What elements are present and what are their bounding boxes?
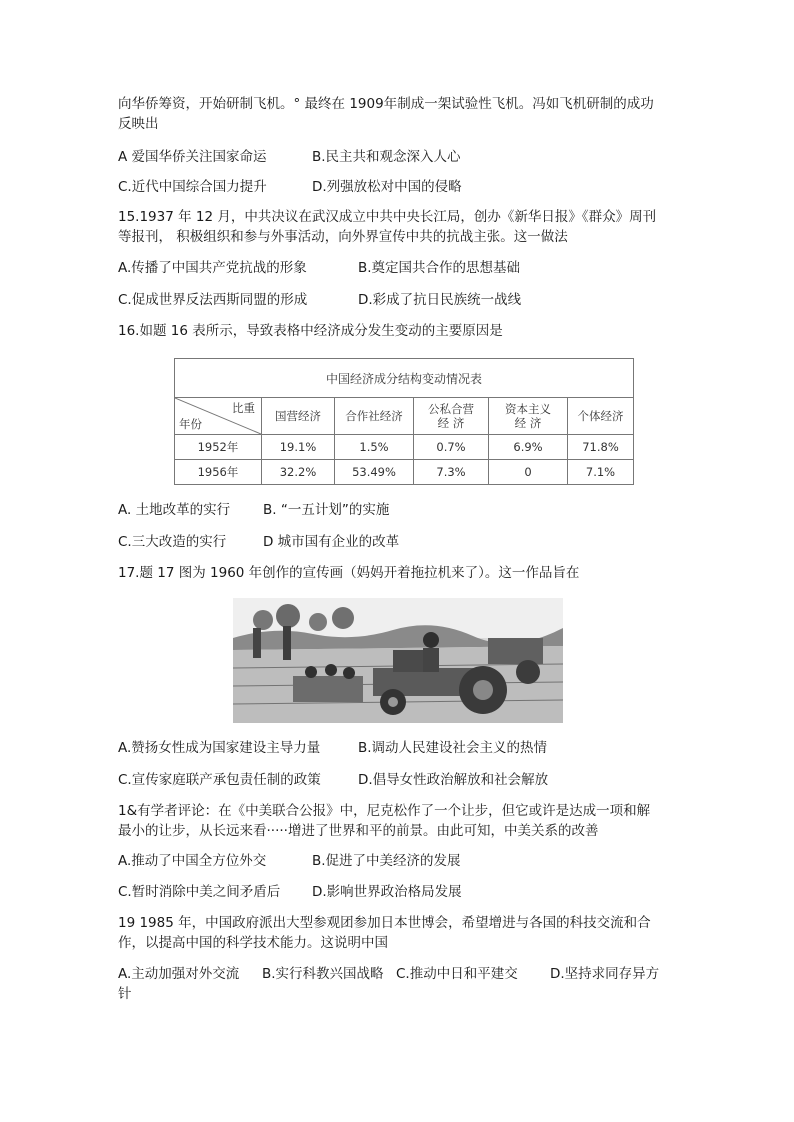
row-year: 1952年: [175, 435, 262, 460]
cell: 1.5%: [335, 435, 414, 460]
q16-stem: 16.如题 16 表所示，导致表格中经济成分发生变动的主要原因是: [118, 323, 503, 339]
q14-option-b[interactable]: B.民主共和观念深入人心: [312, 149, 461, 165]
q18-option-b[interactable]: B.促进了中美经济的发展: [312, 853, 461, 869]
q17-stem: 17.题 17 图为 1960 年创作的宣传画（妈妈开着拖拉机来了）。这一作品旨在: [118, 565, 580, 581]
q15-stem-line2: 等报刊， 积极组织和参与外事活动，向外界宣传中共的抗战主张。这一做法: [118, 229, 568, 245]
q17-option-c[interactable]: C.宣传家庭联产承包责任制的政策: [118, 772, 321, 788]
propaganda-poster-image: [233, 598, 563, 723]
q19-option-c[interactable]: C.推动中日和平建交: [396, 966, 518, 982]
cell: 0.7%: [414, 435, 489, 460]
q19-option-a[interactable]: A.主动加强对外交流: [118, 966, 240, 982]
q14-option-c[interactable]: C.近代中国综合国力提升: [118, 179, 267, 195]
q18-option-c[interactable]: C.暂时消除中美之间矛盾后: [118, 884, 281, 900]
header-joint-venture-label: 公私合营 经 济: [428, 402, 474, 430]
cell: 7.3%: [414, 460, 489, 485]
corner-label-year: 年份: [179, 417, 202, 431]
cell: 32.2%: [262, 460, 335, 485]
table-caption: 中国经济成分结构变动情况表: [175, 359, 634, 398]
header-cooperative: 合作社经济: [335, 398, 414, 435]
cell: 7.1%: [568, 460, 634, 485]
economy-structure-table: [174, 358, 634, 484]
q19-option-d[interactable]: D.坚持求同存异方: [550, 966, 660, 982]
q18-option-d[interactable]: D.影响世界政治格局发展: [312, 884, 462, 900]
header-joint-venture: [414, 398, 489, 435]
q17-option-d[interactable]: D.倡导女性政治解放和社会解放: [358, 772, 549, 788]
q17-option-b[interactable]: B.调动人民建设社会主义的热情: [358, 740, 548, 756]
q18-stem-line2: 最小的让步，从长远来看·····增进了世界和平的前景。由此可知，中美关系的改善: [118, 823, 599, 839]
q14-option-d[interactable]: D.列强放松对中国的侵略: [312, 179, 462, 195]
header-individual: 个体经济: [568, 398, 634, 435]
q16-option-b[interactable]: B. “一五计划”的实施: [263, 502, 390, 518]
q15-option-c[interactable]: C.促成世界反法西斯同盟的形成: [118, 292, 308, 308]
q15-option-a[interactable]: A.传播了中国共产党抗战的形象: [118, 260, 307, 276]
q16-option-d[interactable]: D 城市国有企业的改革: [263, 534, 400, 550]
q15-stem-line1: 15.1937 年 12 月，中共决议在武汉成立中共中央长江局，创办《新华日报》《群众》周刊: [118, 209, 657, 225]
q18-option-a[interactable]: A.推动了中国全方位外交: [118, 853, 267, 869]
q19-stem-line2: 作，以提高中国的科学技术能力。这说明中国: [118, 935, 388, 951]
q16-option-a[interactable]: A. 土地改革的实行: [118, 502, 231, 518]
cell: 53.49%: [335, 460, 414, 485]
q14-option-a[interactable]: A 爱国华侨关注国家命运: [118, 149, 267, 165]
q17-option-a[interactable]: A.赞扬女性成为国家建设主导力量: [118, 740, 321, 756]
q19-option-d-wrap: 针: [118, 986, 132, 1002]
tractor-scene-illustration: [233, 598, 563, 723]
q15-option-d[interactable]: D.彩成了抗日民族统一战线: [358, 292, 522, 308]
header-state-owned: 国营经济: [262, 398, 335, 435]
q15-option-b[interactable]: B.奠定国共合作的思想基础: [358, 260, 521, 276]
cell: 19.1%: [262, 435, 335, 460]
q16-option-c[interactable]: C.三大改造的实行: [118, 534, 227, 550]
q14-stem-line2: 反映出: [118, 116, 159, 132]
table-corner-cell: [175, 398, 262, 435]
cell: 71.8%: [568, 435, 634, 460]
header-capitalist-label: 资本主义 经 济: [505, 402, 551, 430]
corner-label-ratio: 比重: [232, 401, 255, 415]
cell: 0: [489, 460, 568, 485]
q19-stem-line1: 19 1985 年，中国政府派出大型参观团参加日本世博会，希望增进与各国的科技交流和合: [118, 915, 651, 931]
row-year: 1956年: [175, 460, 262, 485]
cell: 6.9%: [489, 435, 568, 460]
q18-stem-line1: 1&有学者评论：在《中美联合公报》中，尼克松作了一个让步，但它或许是达成一项和解: [118, 803, 651, 819]
header-capitalist: [489, 398, 568, 435]
q14-stem-line1: 向华侨筹资，开始研制飞机。° 最终在 1909年制成一架试验性飞机。冯如飞机研制的成功: [118, 96, 654, 112]
q19-option-b[interactable]: B.实行科教兴国战略: [262, 966, 384, 982]
